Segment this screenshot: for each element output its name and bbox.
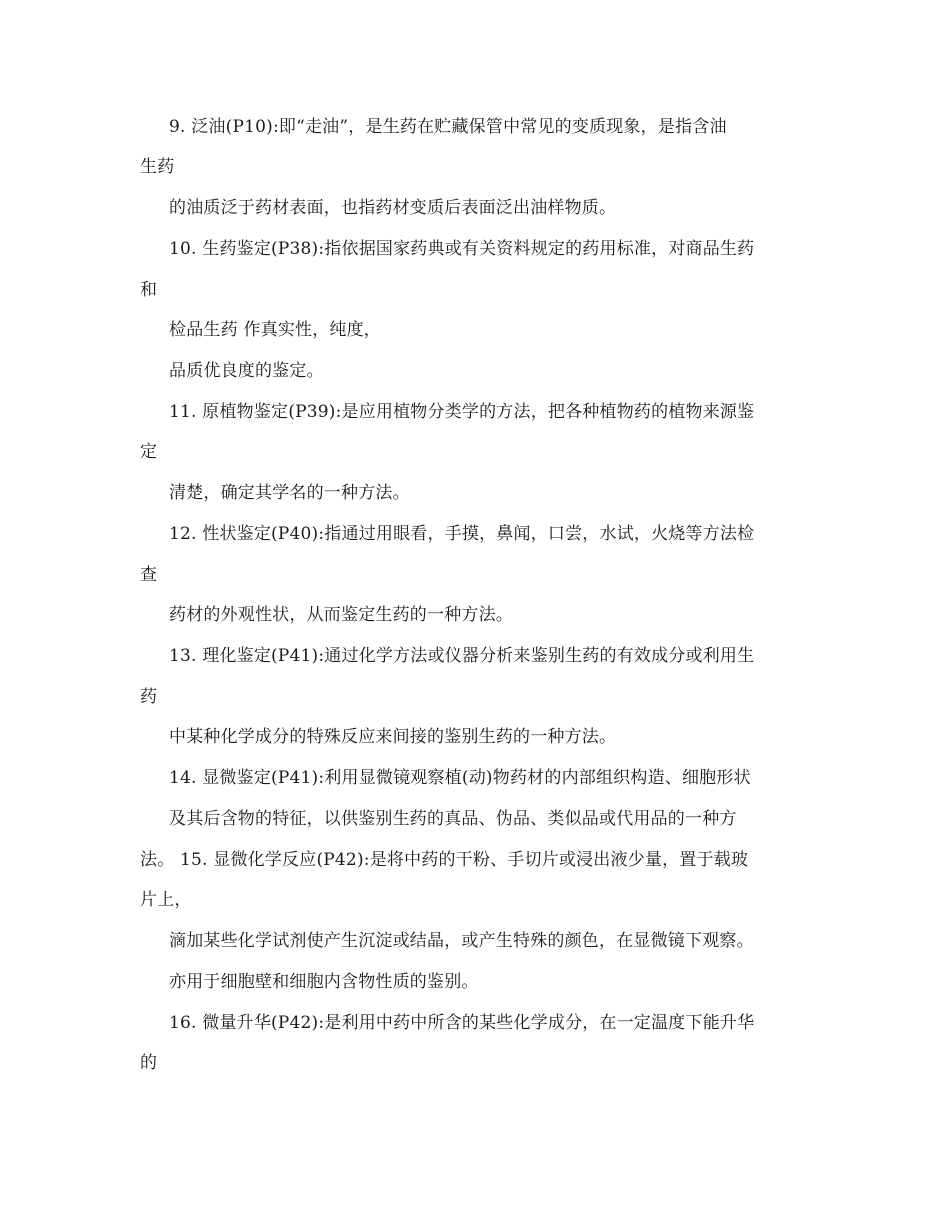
text-line: 12. 性状鉴定(P40):指通过用眼看，手摸，鼻闻，口尝，水试，火烧等方法检 <box>169 524 755 544</box>
text-line: 和 <box>140 280 158 300</box>
text-line: 13. 理化鉴定(P41):通过化学方法或仪器分析来鉴别生药的有效成分或利用生 <box>169 646 755 666</box>
text-line: 中某种化学成分的特殊反应来间接的鉴别生药的一种方法。 <box>169 727 617 747</box>
text-line: 10. 生药鉴定(P38):指依据国家药典或有关资料规定的药用标准，对商品生药 <box>169 239 755 259</box>
text-line: 的油质泛于药材表面，也指药材变质后表面泛出油样物质。 <box>169 198 617 218</box>
text-line: 药 <box>140 687 158 707</box>
text-line: 滴加某些化学试剂使产生沉淀或结晶，或产生特殊的颜色，在显微镜下观察。 <box>169 931 754 951</box>
text-line: 法。 15. 显微化学反应(P42):是将中药的干粉、手切片或浸出液少量，置于载玻 <box>140 850 749 870</box>
text-line: 及其后含物的特征，以供鉴别生药的真品、伪品、类似品或代用品的一种方 <box>169 809 737 829</box>
text-line: 11. 原植物鉴定(P39):是应用植物分类学的方法，把各种植物药的植物来源鉴 <box>169 402 755 422</box>
text-line: 生药 <box>140 157 175 177</box>
text-line: 品质优良度的鉴定。 <box>169 361 324 381</box>
text-line: 查 <box>140 565 158 585</box>
text-line: 14. 显微鉴定(P41):利用显微镜观察植(动)物药材的内部组织构造、细胞形状 <box>169 768 751 788</box>
text-line: 亦用于细胞壁和细胞内含物性质的鉴别。 <box>169 972 479 992</box>
text-line: 清楚，确定其学名的一种方法。 <box>169 483 410 503</box>
text-line: 16. 微量升华(P42):是利用中药中所含的某些化学成分，在一定温度下能升华 <box>169 1013 755 1033</box>
text-line: 药材的外观性状，从而鉴定生药的一种方法。 <box>169 605 513 625</box>
text-line: 9. 泛油(P10):即“走油”，是生药在贮藏保管中常见的变质现象，是指含油 <box>169 117 727 137</box>
text-line: 检品生药 作真实性，纯度， <box>169 320 382 340</box>
text-line: 定 <box>140 442 158 462</box>
text-line: 的 <box>140 1053 158 1073</box>
text-line: 片上， <box>140 890 192 910</box>
